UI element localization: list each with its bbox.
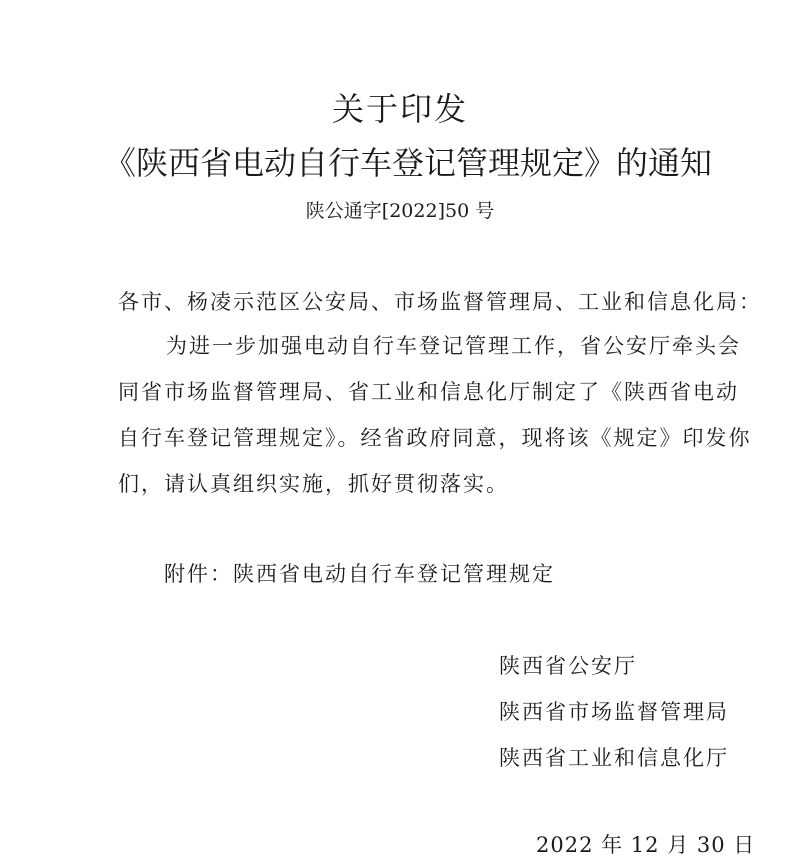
document-title-line-1: 关于印发	[331, 90, 468, 128]
body-line-4: 们，请认真组织实施，抓好贯彻落实。	[118, 472, 509, 496]
document-title-line-2: 《陕西省电动自行车登记管理规定》的通知	[103, 144, 712, 182]
signatory-industry-it: 陕西省工业和信息化厅	[499, 746, 729, 770]
body-line-3: 自行车登记管理规定》。经省政府同意，现将该《规定》印发你	[118, 426, 752, 450]
body-line-2: 同省市场监督管理局、省工业和信息化厅制定了《陕西省电动	[118, 380, 739, 404]
signatory-market-supervision: 陕西省市场监督管理局	[499, 700, 729, 724]
attachment-note: 附件：陕西省电动自行车登记管理规定	[164, 562, 555, 586]
salutation: 各市、杨凌示范区公安局、市场监督管理局、工业和信息化局：	[118, 290, 762, 314]
issue-date: 2022 年 12 月 30 日	[536, 833, 756, 857]
document-number: 陕公通字[2022]50 号	[305, 200, 495, 222]
signatory-public-security: 陕西省公安厅	[499, 654, 637, 678]
body-line-1: 为进一步加强电动自行车登记管理工作，省公安厅牵头会	[166, 334, 741, 358]
